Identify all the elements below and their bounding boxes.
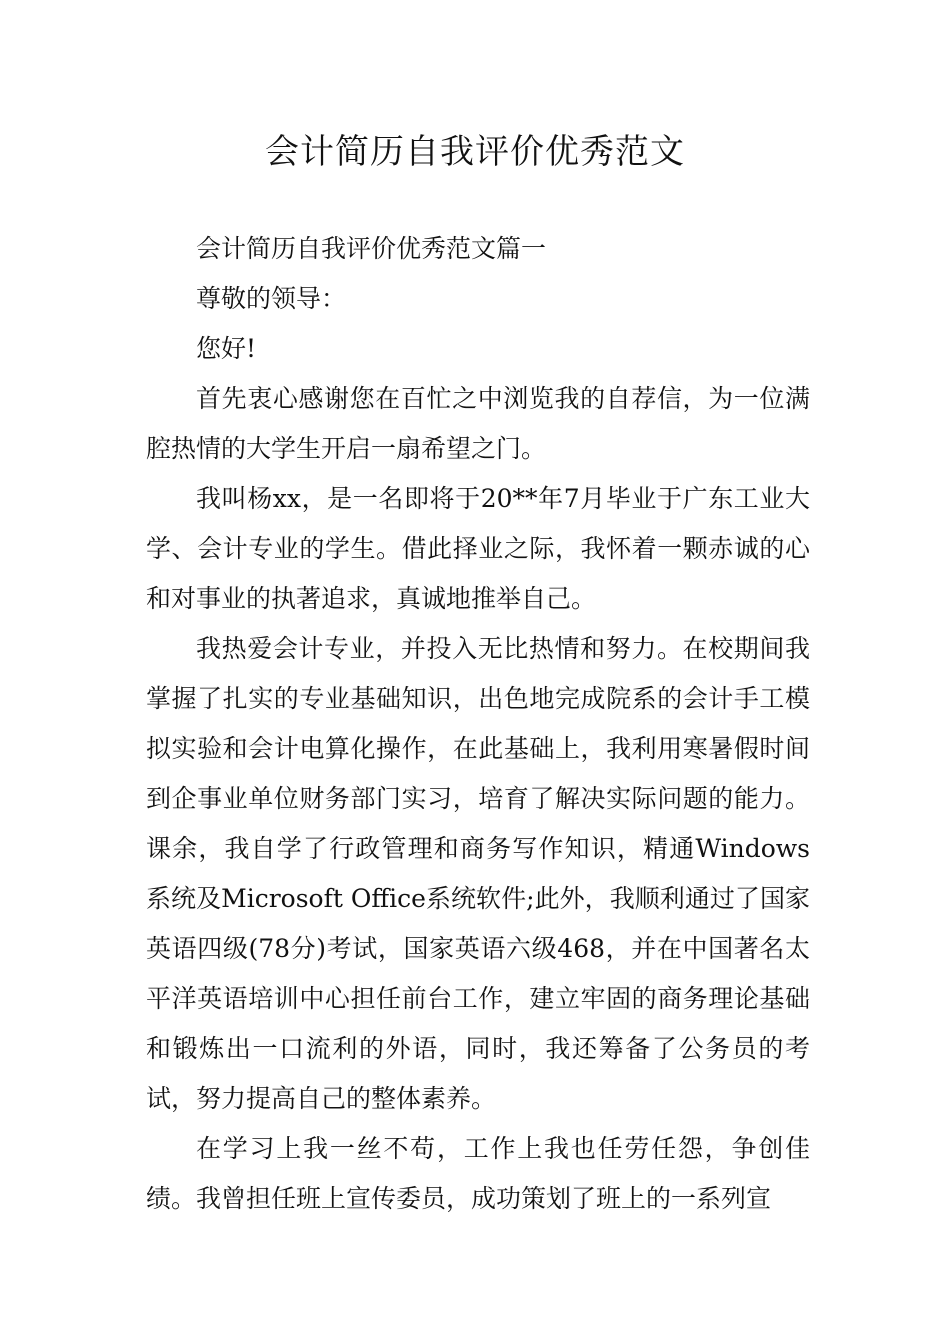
section-heading: 会计简历自我评价优秀范文篇一 [196, 234, 547, 263]
greeting: 您好! [196, 334, 257, 363]
body-paragraph: 在学习上我一丝不苟，工作上我也任劳任怨，争创佳绩。我曾担任班上宣传委员，成功策划了班上的一系列宣 [146, 1134, 810, 1213]
document-title: 会计简历自我评价优秀范文 [265, 132, 685, 172]
body-paragraph: 我热爱会计专业，并投入无比热情和努力。在校期间我掌握了扎实的专业基础知识，出色地完成院系的会计手工模拟实验和会计电算化操作，在此基础上，我利用寒暑假时间到企事业单位财务部门实习，培育了解决实际问题的能力。课余，我自学了行政管理和商务写作知识，精通Windows系统及Microsoft Office系统软件;此外，我顺利通过了国家英语四级(78分)考试，国家英语六级468，并在中国著名太平洋英语培训中心担任前台工作，建立牢固的商务理论基础和锻炼出一口流利的外语，同时，我还筹备了公务员的考试，努力提高自己的整体素养。 [146, 634, 810, 1113]
body-paragraph: 首先衷心感谢您在百忙之中浏览我的自荐信，为一位满腔热情的大学生开启一扇希望之门。 [146, 384, 810, 463]
salutation: 尊敬的领导： [196, 284, 347, 313]
body-paragraph: 我叫杨xx，是一名即将于20**年7月毕业于广东工业大学、会计专业的学生。借此择业之际，我怀着一颗赤诚的心和对事业的执著追求，真诚地推举自己。 [146, 484, 810, 613]
document-body [146, 224, 810, 1224]
